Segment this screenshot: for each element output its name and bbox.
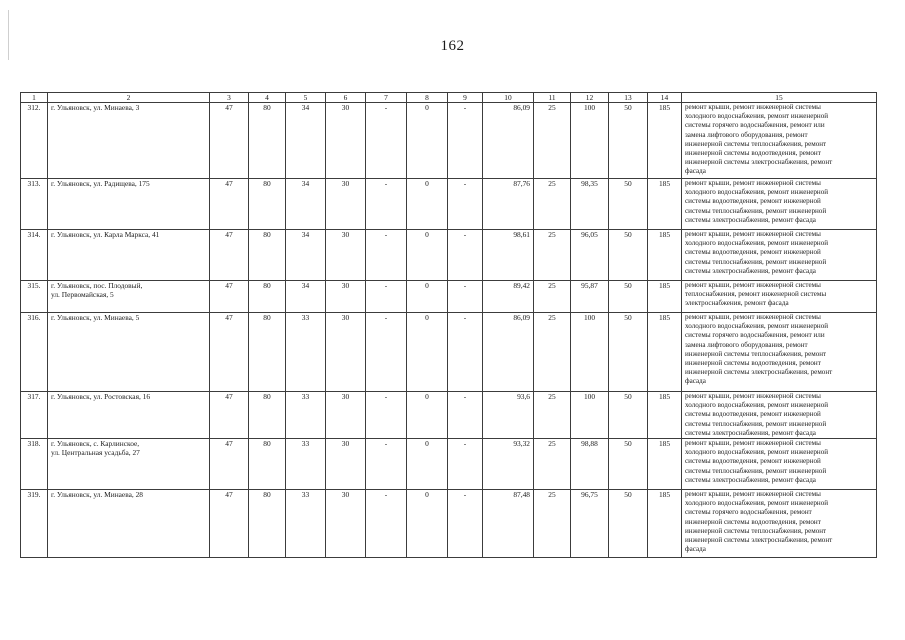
value-cell-c8: 0 [407,439,448,490]
works-line: ремонт крыши, ремонт инженерной системы [685,439,821,448]
address-cell [48,313,210,392]
value-cell-c5: 33 [286,313,326,392]
value-cell-c3: 47 [210,313,249,392]
works-line: системы водоотведения, ремонт инженерной [685,197,821,206]
works-line: холодного водоснабжения, ремонт инженерной [685,499,829,508]
value-cell-c5: 33 [286,392,326,439]
table-row [21,103,877,179]
column-number-8: 8 [407,93,448,103]
value-cell-c3: 47 [210,490,249,558]
works-line: холодного водоснабжения, ремонт инженерной [685,188,829,197]
value-cell-c12: 96,75 [571,490,609,558]
address-cell [48,490,210,558]
value-cell-c6: 30 [326,103,366,179]
row-number-cell: 315. [21,281,48,313]
row-number-cell: 313. [21,179,48,230]
works-line: системы электроснабжения, ремонт фасада [685,266,816,275]
table-row [21,281,877,313]
works-line: инженерной системы теплоснабжения, ремонт [685,349,827,358]
works-list-cell [682,439,877,490]
value-cell-c9: - [448,281,483,313]
row-number-cell: 317. [21,392,48,439]
value-cell-c4: 80 [249,490,286,558]
value-cell-c12: 100 [571,313,609,392]
value-cell-c13: 50 [609,490,648,558]
value-cell-c9: - [448,392,483,439]
value-cell-c4: 80 [249,313,286,392]
value-cell-c10: 86,09 [483,103,534,179]
works-line: инженерной системы теплоснабжения, ремонт [685,526,827,535]
works-line: фасада [685,545,706,554]
value-cell-c3: 47 [210,230,249,281]
works-line: холодного водоснабжения, ремонт инженерной [685,112,829,121]
value-cell-c7: - [366,179,407,230]
value-cell-c11: 25 [534,281,571,313]
value-cell-c6: 30 [326,230,366,281]
works-line: холодного водоснабжения, ремонт инженерной [685,322,829,331]
value-cell-c3: 47 [210,103,249,179]
value-cell-c13: 50 [609,179,648,230]
value-cell-c4: 80 [249,281,286,313]
value-cell-c12: 100 [571,103,609,179]
value-cell-c3: 47 [210,392,249,439]
value-cell-c11: 25 [534,490,571,558]
value-cell-c10: 87,76 [483,179,534,230]
value-cell-c12: 95,87 [571,281,609,313]
value-cell-c14: 185 [648,490,682,558]
column-number-15: 15 [682,93,877,103]
works-line: замена лифтового оборудования, ремонт [685,130,808,139]
value-cell-c13: 50 [609,313,648,392]
column-number-14: 14 [648,93,682,103]
works-line: ремонт крыши, ремонт инженерной системы [685,313,821,321]
value-cell-c13: 50 [609,230,648,281]
table-row [21,392,877,439]
repair-program-table [20,92,877,558]
works-line: системы горячего водоснабжения, ремонт или [685,331,825,340]
works-line: теплоснабжения, ремонт инженерной системы [685,290,827,299]
value-cell-c6: 30 [326,392,366,439]
column-number-6: 6 [326,93,366,103]
value-cell-c14: 185 [648,179,682,230]
value-cell-c9: - [448,103,483,179]
row-number-cell: 312. [21,103,48,179]
value-cell-c7: - [366,313,407,392]
value-cell-c4: 80 [249,103,286,179]
works-line: инженерной системы водоотведения, ремонт [685,149,821,158]
works-line: инженерной системы водоотведения, ремонт [685,359,821,368]
value-cell-c5: 33 [286,439,326,490]
value-cell-c4: 80 [249,179,286,230]
works-line: инженерной системы теплоснабжения, ремонт [685,139,827,148]
value-cell-c12: 100 [571,392,609,439]
address-line: г. Ульяновск, ул. Минаева, 28 [51,490,143,500]
value-cell-c11: 25 [534,392,571,439]
works-line: инженерной системы водоотведения, ремонт [685,517,821,526]
value-cell-c7: - [366,490,407,558]
address-line: г. Ульяновск, ул. Минаева, 5 [51,313,140,322]
address-cell [48,179,210,230]
value-cell-c14: 185 [648,103,682,179]
column-number-10: 10 [483,93,534,103]
table-row [21,230,877,281]
column-number-9: 9 [448,93,483,103]
address-cell [48,439,210,490]
value-cell-c10: 87,48 [483,490,534,558]
value-cell-c14: 185 [648,439,682,490]
value-cell-c12: 98,35 [571,179,609,230]
row-number-cell: 314. [21,230,48,281]
works-line: фасада [685,377,706,386]
value-cell-c9: - [448,490,483,558]
value-cell-c11: 25 [534,313,571,392]
works-line: замена лифтового оборудования, ремонт [685,340,808,349]
value-cell-c8: 0 [407,281,448,313]
value-cell-c12: 98,88 [571,439,609,490]
address-line: г. Ульяновск, ул. Минаева, 3 [51,103,140,112]
value-cell-c7: - [366,439,407,490]
table-row [21,490,877,558]
works-list-cell [682,230,877,281]
value-cell-c8: 0 [407,392,448,439]
page-number: 162 [440,38,465,54]
value-cell-c11: 25 [534,230,571,281]
row-number-cell: 319. [21,490,48,558]
value-cell-c6: 30 [326,179,366,230]
address-cell [48,281,210,313]
works-line: ремонт крыши, ремонт инженерной системы [685,230,821,238]
value-cell-c13: 50 [609,392,648,439]
works-list-cell [682,490,877,558]
value-cell-c14: 185 [648,313,682,392]
works-list-cell [682,179,877,230]
works-line: системы электроснабжения, ремонт фасада [685,215,816,224]
row-number-cell: 318. [21,439,48,490]
value-cell-c9: - [448,439,483,490]
value-cell-c3: 47 [210,179,249,230]
value-cell-c9: - [448,230,483,281]
value-cell-c6: 30 [326,281,366,313]
works-line: холодного водоснабжения, ремонт инженерной [685,401,829,410]
value-cell-c8: 0 [407,179,448,230]
value-cell-c10: 89,42 [483,281,534,313]
column-number-3: 3 [210,93,249,103]
works-line: системы водоотведения, ремонт инженерной [685,248,821,257]
value-cell-c7: - [366,392,407,439]
works-line: системы теплоснабжения, ремонт инженерной [685,466,827,475]
value-cell-c14: 185 [648,281,682,313]
column-number-13: 13 [609,93,648,103]
value-cell-c5: 33 [286,490,326,558]
value-cell-c11: 25 [534,179,571,230]
table-row [21,179,877,230]
column-number-1: 1 [21,93,48,103]
works-line: ремонт крыши, ремонт инженерной системы [685,179,821,187]
address-line: ул. Первомайская, 5 [51,290,114,300]
table-row [21,313,877,392]
value-cell-c6: 30 [326,313,366,392]
column-number-5: 5 [286,93,326,103]
value-cell-c6: 30 [326,439,366,490]
works-line: системы горячего водоснабжения, ремонт или [685,121,825,130]
works-line: системы теплоснабжения, ремонт инженерной [685,206,827,215]
value-cell-c3: 47 [210,439,249,490]
works-line: холодного водоснабжения, ремонт инженерной [685,448,829,457]
works-line: ремонт крыши, ремонт инженерной системы [685,392,821,400]
value-cell-c9: - [448,313,483,392]
value-cell-c4: 80 [249,230,286,281]
value-cell-c8: 0 [407,230,448,281]
column-number-4: 4 [249,93,286,103]
works-line: электроснабжения, ремонт фасада [685,299,789,308]
works-list-cell [682,313,877,392]
address-line: г. Ульяновск, с. Карлинское, [51,439,140,449]
value-cell-c7: - [366,230,407,281]
value-cell-c13: 50 [609,439,648,490]
value-cell-c5: 34 [286,179,326,230]
value-cell-c14: 185 [648,230,682,281]
value-cell-c10: 93,32 [483,439,534,490]
value-cell-c7: - [366,103,407,179]
value-cell-c11: 25 [534,439,571,490]
works-list-cell [682,392,877,439]
address-line: г. Ульяновск, ул. Карла Маркса, 41 [51,230,160,239]
works-line: системы водоотведения, ремонт инженерной [685,457,821,466]
value-cell-c4: 80 [249,392,286,439]
works-line: системы электроснабжения, ремонт фасада [685,475,816,484]
works-line: инженерной системы электроснабжения, ремонт [685,368,833,377]
value-cell-c5: 34 [286,281,326,313]
value-cell-c14: 185 [648,392,682,439]
address-cell [48,392,210,439]
column-number-7: 7 [366,93,407,103]
value-cell-c7: - [366,281,407,313]
works-line: ремонт крыши, ремонт инженерной системы [685,490,821,499]
value-cell-c8: 0 [407,313,448,392]
address-cell [48,103,210,179]
column-number-12: 12 [571,93,609,103]
value-cell-c3: 47 [210,281,249,313]
value-cell-c13: 50 [609,281,648,313]
address-line: г. Ульяновск, пос. Плодовый, [51,281,143,290]
value-cell-c10: 86,09 [483,313,534,392]
works-line: системы теплоснабжения, ремонт инженерной [685,419,827,428]
value-cell-c13: 50 [609,103,648,179]
works-line: системы электроснабжения, ремонт фасада [685,428,816,437]
row-number-cell: 316. [21,313,48,392]
value-cell-c10: 98,61 [483,230,534,281]
works-line: системы горячего водоснабжения, ремонт [685,508,812,517]
works-list-cell [682,281,877,313]
value-cell-c4: 80 [249,439,286,490]
works-list-cell [682,103,877,179]
works-line: системы теплоснабжения, ремонт инженерной [685,257,827,266]
address-line: г. Ульяновск, ул. Ростовская, 16 [51,392,151,401]
works-line: инженерной системы электроснабжения, ремонт [685,536,833,545]
value-cell-c9: - [448,179,483,230]
value-cell-c12: 96,05 [571,230,609,281]
column-number-2: 2 [48,93,210,103]
value-cell-c6: 30 [326,490,366,558]
works-line: инженерной системы электроснабжения, ремонт [685,158,833,167]
value-cell-c11: 25 [534,103,571,179]
works-line: ремонт крыши, ремонт инженерной системы [685,103,821,111]
address-line: ул. Центральная усадьба, 27 [51,448,140,458]
works-line: фасада [685,167,706,176]
works-line: ремонт крыши, ремонт инженерной системы [685,281,821,289]
table-row [21,439,877,490]
value-cell-c8: 0 [407,490,448,558]
value-cell-c8: 0 [407,103,448,179]
column-number-row [21,93,877,103]
works-line: холодного водоснабжения, ремонт инженерной [685,239,829,248]
works-line: системы водоотведения, ремонт инженерной [685,410,821,419]
value-cell-c10: 93,6 [483,392,534,439]
value-cell-c5: 34 [286,230,326,281]
value-cell-c5: 34 [286,103,326,179]
address-cell [48,230,210,281]
address-line: г. Ульяновск, ул. Радищева, 175 [51,179,150,188]
column-number-11: 11 [534,93,571,103]
